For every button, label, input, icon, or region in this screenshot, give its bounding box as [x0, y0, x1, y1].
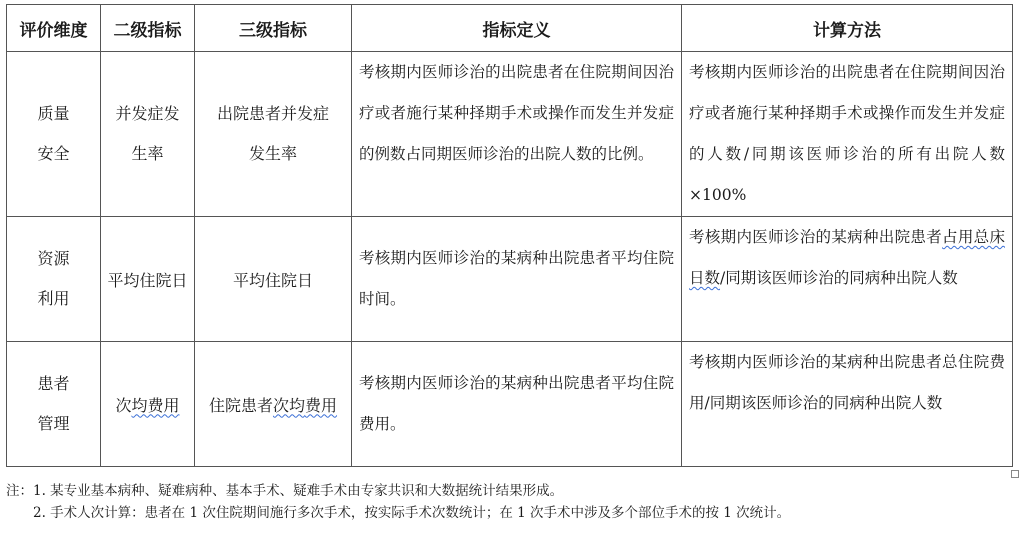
header-row	[7, 5, 1013, 52]
dimension-line: 管理	[37, 414, 70, 433]
tertiary-line: 出院患者并发症	[216, 104, 329, 123]
tertiary-line: 发生率	[248, 144, 297, 163]
secondary-line: 并发症发	[115, 104, 180, 123]
table-row	[7, 217, 1013, 342]
table-notes	[6, 480, 1016, 524]
definition-cell: 考核期内医师诊治的某病种出院患者平均住院费用。	[352, 342, 682, 467]
dimension-line: 质量	[37, 104, 70, 123]
header-dimension: 评价维度	[7, 5, 101, 52]
tertiary-text: 住院患者	[208, 395, 273, 415]
method-text: /同期该医师诊治的同病种出院人数	[720, 269, 958, 287]
dimension-cell	[7, 342, 101, 467]
table-row	[7, 52, 1013, 217]
method-cell: 考核期内医师诊治的某病种出院患者总住院费用/同期该医师诊治的同病种出院人数	[682, 342, 1013, 467]
method-text: 考核期内医师诊治的某病种出院患者	[689, 228, 943, 246]
dimension-line: 安全	[37, 144, 70, 163]
tertiary-cell: 平均住院日	[195, 217, 352, 342]
note-line-2: 2. 手术人次计算：患者在 1 次住院期间施行多次手术，按实际手术次数统计；在 1 次手术中涉及多个部位手术的按 1 次统计。	[33, 505, 791, 521]
spellcheck-underlined-text: 占用总床日数	[689, 228, 1005, 287]
header-definition: 指标定义	[352, 5, 682, 52]
secondary-cell	[101, 52, 195, 217]
dimension-cell	[7, 217, 101, 342]
secondary-cell: 平均住院日	[101, 217, 195, 342]
spellcheck-underlined-text: 次均	[272, 395, 305, 415]
method-cell: 考核期内医师诊治的出院患者在住院期间因治疗或者施行某种择期手术或操作而发生并发症的人数/同期该医师诊治的所有出院人数×100%	[682, 52, 1013, 217]
spellcheck-underlined-text: 均费用	[131, 395, 180, 415]
dimension-line: 患者	[37, 374, 70, 393]
dimension-line: 资源	[37, 249, 70, 268]
header-secondary-indicator: 二级指标	[101, 5, 195, 52]
secondary-cell	[101, 342, 195, 467]
dimension-line: 利用	[37, 289, 70, 308]
table-row	[7, 342, 1013, 467]
secondary-text: 次	[115, 395, 132, 415]
header-calculation-method: 计算方法	[682, 5, 1013, 52]
spellcheck-underlined-text: 费用	[305, 395, 338, 415]
metrics-table	[6, 4, 1013, 467]
secondary-line: 生率	[131, 144, 164, 163]
table-resize-handle[interactable]	[1011, 470, 1019, 478]
dimension-cell	[7, 52, 101, 217]
note-line-1: 注：1. 某专业基本病种、疑难病种、基本手术、疑难手术由专家共识和大数据统计结果形成。	[6, 483, 564, 499]
definition-cell: 考核期内医师诊治的某病种出院患者平均住院时间。	[352, 217, 682, 342]
header-tertiary-indicator: 三级指标	[195, 5, 352, 52]
definition-cell: 考核期内医师诊治的出院患者在住院期间因治疗或者施行某种择期手术或操作而发生并发症的例数占同期医师诊治的出院人数的比例。	[352, 52, 682, 217]
method-cell	[682, 217, 1013, 342]
tertiary-cell	[195, 52, 352, 217]
tertiary-cell	[195, 342, 352, 467]
